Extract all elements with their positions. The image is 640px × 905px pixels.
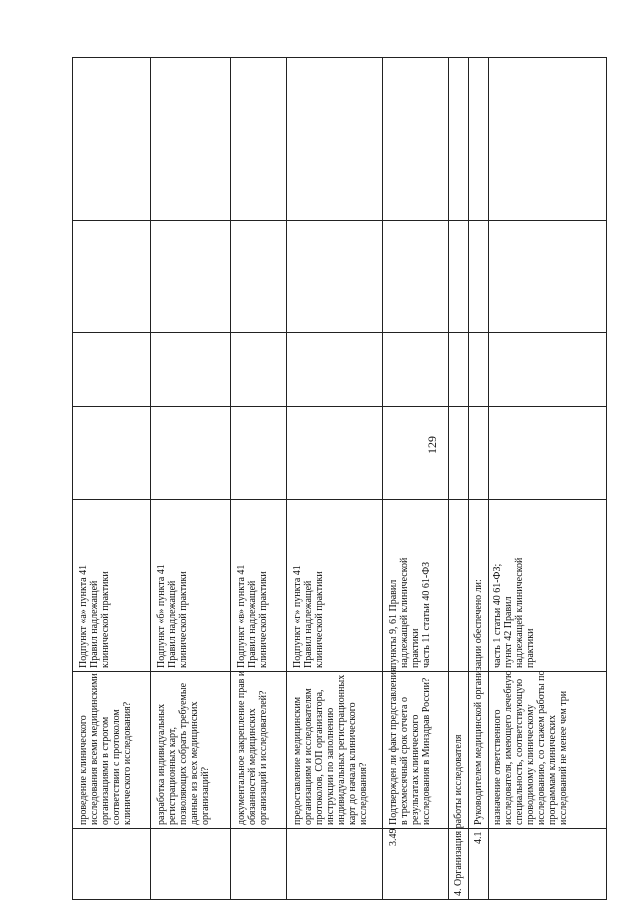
question-cell: Подтвержден ли факт представления в трехмесячный срок отчета о результатах клинического исследования в Минздрав России? [388, 667, 432, 825]
grid-line [448, 57, 449, 900]
grid-line [286, 57, 287, 900]
grid-line [230, 57, 231, 900]
item-heading: Руководителем медицинской организации обеспечено ли: [473, 579, 484, 825]
question-cell: проведение клинического исследования всеми медицинскими организациями в строгом соответствии с протоколом клинического исследования? [78, 673, 133, 825]
question-cell: назначение ответственного исследователя, имеющего лечебную специальность, соответствующую проводимому клиническому исследованию, со стажем работы по программам клинических исследований не менее чем три [492, 670, 569, 825]
legal-basis-cell: Подпункт «а» пункта 41 Правил надлежащей клинической практики [78, 564, 111, 668]
grid-line [150, 57, 151, 900]
grid-line [72, 499, 606, 500]
section-heading: 4. Организация работы исследователя [453, 734, 464, 896]
question-cell: предоставление медицинским организациям и исследователям протоколов, СОП организатора, инструкции по заполнению индивидуальных регистрационных карт до начала клинического исследования? [292, 674, 369, 825]
legal-basis-cell: пункты 9, 61 Правил надлежащей клинической практики часть 11 статьи 40 61-ФЗ [388, 557, 432, 668]
grid-line [72, 332, 606, 333]
grid-line [468, 57, 469, 900]
grid-line [72, 406, 606, 407]
grid-line [606, 57, 607, 900]
legal-basis-cell: Подпункт «б» пункта 41 Правил надлежащей клинической практики [156, 564, 189, 668]
grid-line [488, 57, 489, 900]
legal-basis-cell: часть 1 статьи 40 61-ФЗ; пункт 42 Правил надлежащей клинической практики [492, 557, 536, 668]
grid-line [72, 828, 606, 829]
page-number: 129 [425, 436, 439, 454]
grid-line [72, 57, 73, 900]
row-number: 3.49 [388, 828, 399, 846]
grid-line [382, 57, 383, 900]
legal-basis-cell: Подпункт «в» пункта 41 Правил надлежащей клинической практики [236, 564, 269, 668]
grid-line [72, 220, 606, 221]
row-number: 4.1 [473, 831, 484, 844]
question-cell: разработка индивидуальных регистрационных карт, позволяющих собрать требуемые данные из всех медицинских организаций? [156, 682, 211, 825]
legal-basis-cell: Подпункт «г» пункта 41 Правил надлежащей клинической практики [292, 565, 325, 668]
grid-line [72, 899, 606, 900]
inspection-checklist-table [72, 57, 606, 900]
grid-line [72, 57, 606, 58]
question-cell: документальное закрепление прав и обязанностей медицинских организаций и исследователей? [236, 670, 269, 825]
